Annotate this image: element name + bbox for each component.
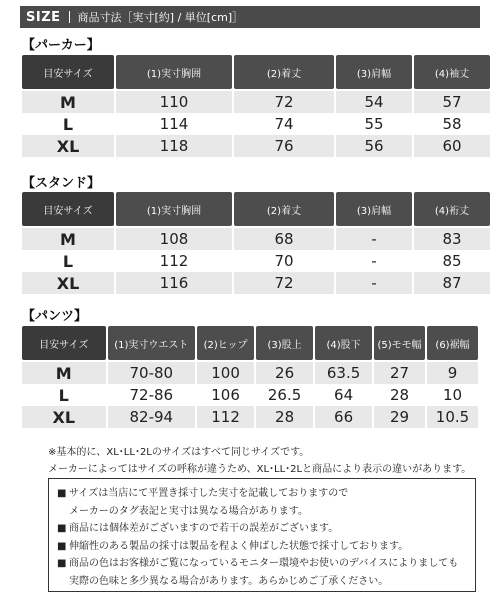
table-cell: 106 [197,384,254,406]
disclaimer-text: 商品の色はお客様がご覧になっているモニター環境やお使いのデバイスによりましても [69,558,459,569]
note-line: ※基本的に、XL･LL･2Lのサイズはすべて同じサイズです。 [48,447,310,458]
table-cell: 60 [414,135,490,157]
table-cell: 66 [315,406,372,428]
table-cell: 72 [234,91,334,113]
table-header-cell: (2)ヒップ [197,326,254,360]
table-cell: 64 [315,384,372,406]
table-cell: 28 [256,406,313,428]
table-header-cell: 目安サイズ [22,55,114,89]
size-table-pants [20,326,480,428]
table-row [22,406,478,428]
table-cell: 83 [414,228,490,250]
size-label-cell: L [22,250,114,272]
size-table-stand [20,192,492,294]
table-header-cell: (4)裄丈 [414,192,490,226]
table-cell: 110 [116,91,232,113]
disclaimer-text: 商品には個体差がございますので若干の誤差がございます。 [69,523,339,534]
table-header-row [22,192,490,226]
table-row [22,91,490,113]
size-label-cell: M [22,91,114,113]
table-cell: 118 [116,135,232,157]
table-cell: 56 [336,135,412,157]
table-cell: 10.5 [427,406,478,428]
table-header-cell: (2)着丈 [234,192,334,226]
table-cell: 82-94 [108,406,196,428]
table-header-cell: 目安サイズ [22,192,114,226]
header-divider [69,11,70,23]
table-cell: 76 [234,135,334,157]
size-label-cell: M [22,362,106,384]
table-cell: - [336,272,412,294]
table-header-cell: (3)肩幅 [336,55,412,89]
disclaimer-text: 伸縮性のある製品の採寸は製品を程よく伸ばした状態で採寸しております。 [69,540,409,552]
square-bullet-icon: ■ [57,488,67,499]
table-header-cell: (5)モモ幅 [374,326,425,360]
table-cell: 63.5 [315,362,372,384]
table-row [22,113,490,135]
table-cell: 70-80 [108,362,196,384]
disclaimer-text: サイズは当店にて平置き採寸した実寸を記載しておりますので [69,488,349,499]
table-cell: 58 [414,113,490,135]
table-cell: 112 [197,406,254,428]
table-cell: 29 [374,406,425,428]
disclaimer-text: 実際の色味と多少異なる場合があります。あらかじめご了承ください。 [69,575,389,587]
table-header-row [22,55,490,89]
square-bullet-icon: ■ [57,558,67,569]
table-header-cell: (2)着丈 [234,55,334,89]
table-cell: 27 [374,362,425,384]
table-header-cell: 目安サイズ [22,326,106,360]
table-header-cell: (3)肩幅 [336,192,412,226]
table-header-cell: (1)実寸ウエスト [108,326,196,360]
note-line: メーカーによってはサイズの呼称が違うため、XL･LL･2Lと商品により表示の違いがあります。 [48,464,472,475]
table-cell: 10 [427,384,478,406]
table-header-row [22,326,478,360]
table-cell: 26 [256,362,313,384]
square-bullet-icon: ■ [57,523,67,534]
table-row [22,250,490,272]
size-label-cell: L [22,384,106,406]
section-title-parka: 【パーカー】 [22,38,100,53]
table-row [22,272,490,294]
size-label-cell: M [22,228,114,250]
size-label: SIZE [26,9,61,25]
table-cell: 54 [336,91,412,113]
table-row [22,228,490,250]
table-cell: - [336,250,412,272]
section-title-stand: 【スタンド】 [22,176,101,191]
table-cell: 114 [116,113,232,135]
table-cell: 116 [116,272,232,294]
table-cell: 9 [427,362,478,384]
disclaimer-item [57,485,467,503]
disclaimer-item [57,520,467,538]
table-cell: 108 [116,228,232,250]
table-header-cell: (4)股下 [315,326,372,360]
size-label-cell: XL [22,135,114,157]
table-cell: 74 [234,113,334,135]
size-table-parka [20,55,492,157]
size-label-cell: XL [22,406,106,428]
table-cell: 85 [414,250,490,272]
table-cell: 72-86 [108,384,196,406]
square-bullet-icon: ■ [57,540,67,552]
table-cell: 55 [336,113,412,135]
disclaimer-text: メーカーのタグ表記と実寸は異なる場合があります。 [69,505,308,517]
table-cell: - [336,228,412,250]
size-label-cell: L [22,113,114,135]
table-cell: 70 [234,250,334,272]
table-row [22,135,490,157]
table-header-cell: (3)股上 [256,326,313,360]
table-header-cell: (6)裾幅 [427,326,478,360]
table-cell: 28 [374,384,425,406]
disclaimer-item [57,555,467,573]
table-row [22,362,478,384]
table-cell: 87 [414,272,490,294]
table-header-cell: (4)袖丈 [414,55,490,89]
disclaimer-item [57,538,467,556]
table-cell: 68 [234,228,334,250]
disclaimer-box [48,478,476,592]
table-row [22,384,478,406]
table-cell: 100 [197,362,254,384]
table-cell: 57 [414,91,490,113]
table-header-cell: (1)実寸胸囲 [116,55,232,89]
size-label-cell: XL [22,272,114,294]
size-header-bar [20,6,480,28]
table-cell: 26.5 [256,384,313,406]
section-title-pants: 【パンツ】 [22,309,88,324]
header-description: 商品寸法［実寸[約] / 単位[cm]］ [77,11,244,24]
size-notes [48,444,471,478]
table-cell: 72 [234,272,334,294]
table-cell: 112 [116,250,232,272]
table-header-cell: (1)実寸胸囲 [116,192,232,226]
